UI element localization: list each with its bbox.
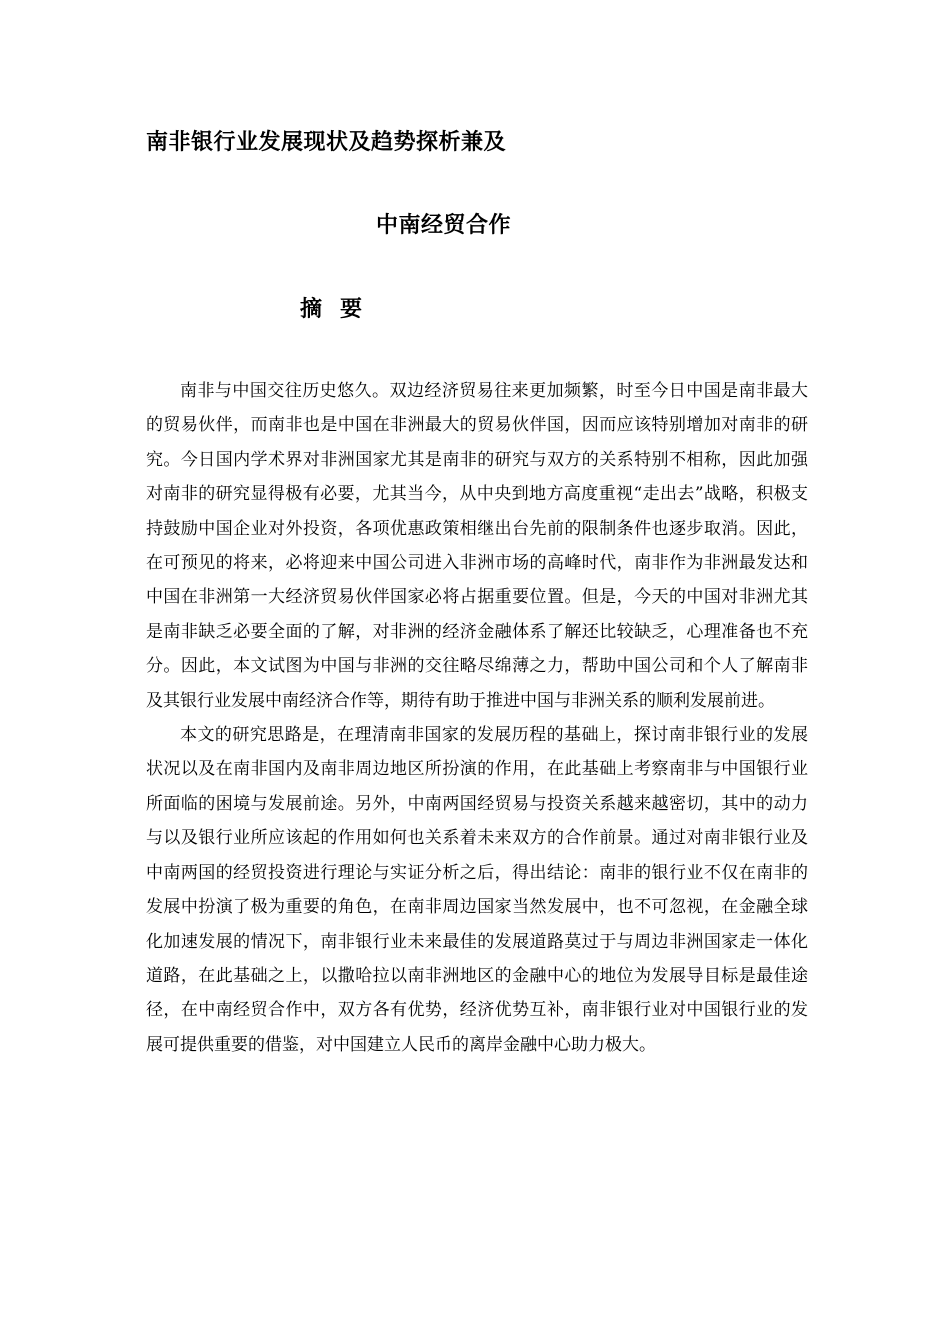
document-title-line-2: 中南经贸合作 [376, 213, 512, 238]
document-title-line-1: 南非银行业发展现状及趋势探析兼及 [146, 130, 507, 155]
abstract-paragraph-2: 本文的研究思路是，在理清南非国家的发展历程的基础上，探讨南非银行业的发展状况以及在南非国内及南非周边地区所扮演的作用，在此基础上考察南非与中国银行业所面临的困境与发展前途。另外，中南两国经贸易与投资关系越来越密切，其中的动力与以及银行业所应该起的作用如何也关系着未来双方的合作前景。通过对南非银行业及中南两国的经贸投资进行理论与实证分析之后，得出结论：南非的银行业不仅在南非的发展中扮演了极为重要的角色，在南非周边国家当然发展中，也不可忽视，在金融全球化加速发展的情况下，南非银行业未来最佳的发展道路莫过于与周边非洲国家走一体化道路，在此基础之上，以撒哈拉以南非洲地区的金融中心的地位为发展导目标是最佳途径，在中南经贸合作中，双方各有优势，经济优势互补，南非银行业对中国银行业的发展可提供重要的借鉴，对中国建立人民币的离岸金融中心助力极大。 [146, 725, 808, 1055]
abstract-heading: 摘要 [300, 297, 381, 322]
abstract-paragraph-1: 南非与中国交往历史悠久。双边经济贸易往来更加频繁，时至今日中国是南非最大的贸易伙伴，而南非也是中国在非洲最大的贸易伙伴国，因而应该特别增加对南非的研究。今日国内学术界对非洲国家尤其是南非的研究与双方的关系特别不相称，因此加强对南非的研究显得极有必要，尤其当今，从中央到地方高度重视“走出去”战略，积极支持鼓励中国企业对外投资，各项优惠政策相继出台先前的限制条件也逐步取消。因此，在可预见的将来，必将迎来中国公司进入非洲市场的高峰时代，南非作为非洲最发达和中国在非洲第一大经济贸易伙伴国家必将占据重要位置。但是，今天的中国对非洲尤其是南非缺乏必要全面的了解，对非洲的经济金融体系了解还比较缺乏，心理准备也不充分。因此，本文试图为中国与非洲的交往略尽绵薄之力，帮助中国公司和个人了解南非及其银行业发展中南经济合作等，期待有助于推进中国与非洲关系的顺利发展前进。 [146, 381, 808, 711]
abstract-body [146, 374, 808, 1062]
